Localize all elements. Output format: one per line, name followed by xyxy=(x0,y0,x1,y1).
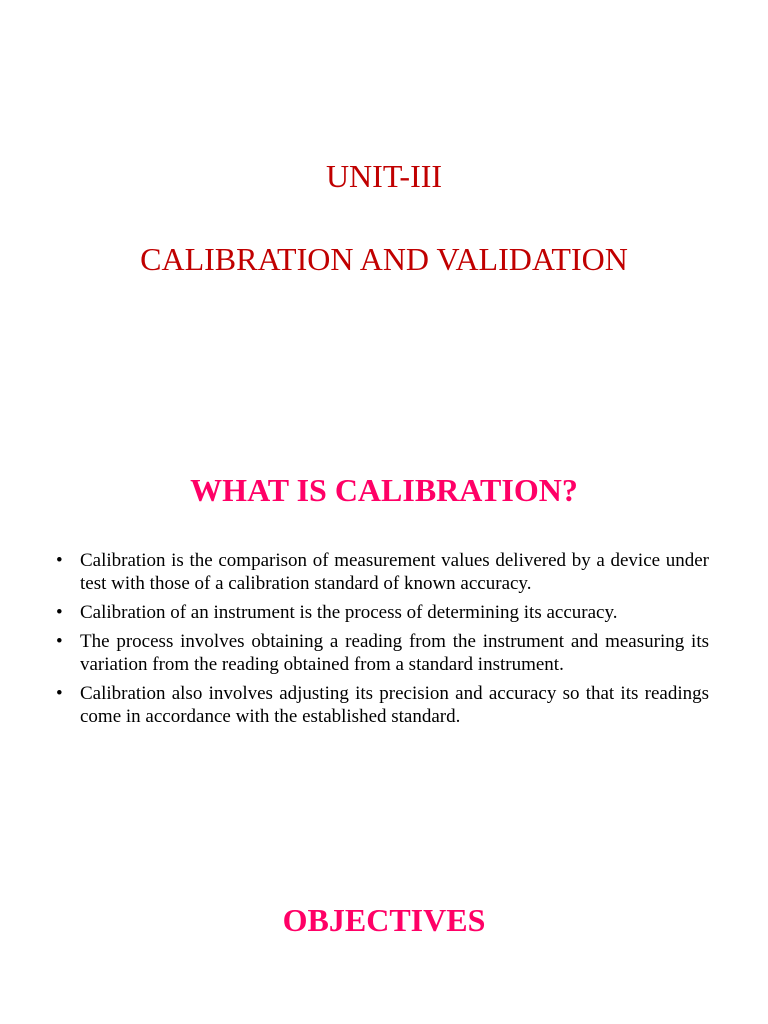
bullet-text: Calibration is the comparison of measurement values delivered by a device under test with those of a calibration standard of known accuracy. xyxy=(80,550,709,594)
bullet-marker: • xyxy=(56,683,63,704)
bullet-marker: • xyxy=(56,631,63,652)
main-title: CALIBRATION AND VALIDATION xyxy=(140,241,628,277)
bullet-marker: • xyxy=(56,602,63,623)
bullet-item xyxy=(56,601,709,624)
bullet-item xyxy=(56,630,709,676)
unit-title: UNIT-III xyxy=(325,158,443,194)
bullet-text: The process involves obtaining a reading from the instrument and measuring its variation from the reading obtained from a standard instrument. xyxy=(80,631,709,675)
section-heading-what-is-calibration: WHAT IS CALIBRATION? xyxy=(190,472,578,508)
bullet-item xyxy=(56,682,709,728)
section-heading-objectives: OBJECTIVES xyxy=(282,902,486,938)
bullet-text: Calibration also involves adjusting its precision and accuracy so that its readings come in accordance with the established standard. xyxy=(80,683,709,727)
calibration-bullet-list xyxy=(56,549,709,734)
bullet-marker: • xyxy=(56,550,63,571)
bullet-text: Calibration of an instrument is the process of determining its accuracy. xyxy=(80,602,618,623)
bullet-item xyxy=(56,549,709,595)
